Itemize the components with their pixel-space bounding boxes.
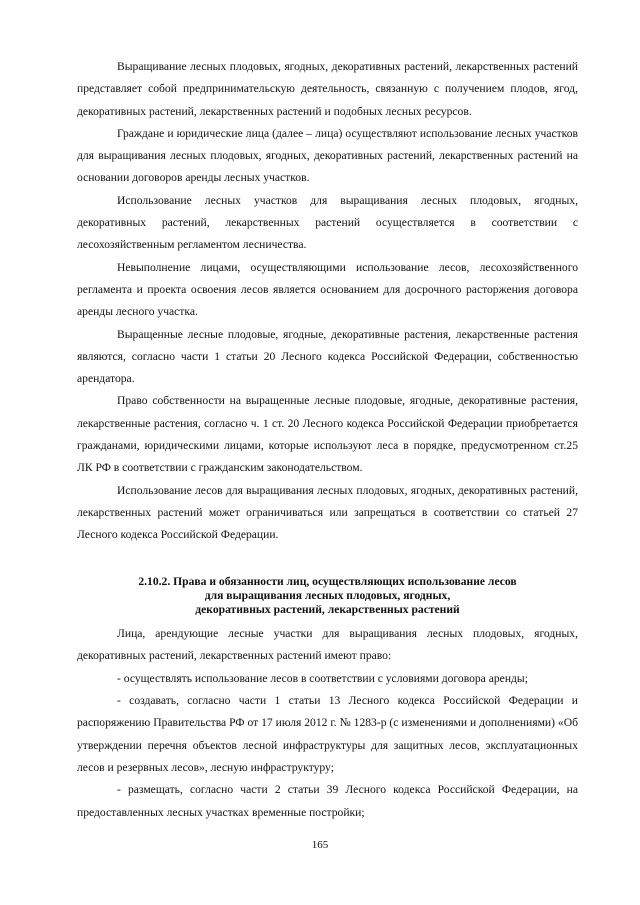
list-item: - создавать, согласно части 1 статьи 13 Лесного кодекса Российской Федерации и распоряжению Правительства РФ от 17 июля 2012 г. № 1283-р (с изменениями и дополнениями) «Об утверждении перечня объектов лесной инфраструктуры для защитных лесов, эксплуатационных лесов и резервных лесов», лесную инфраструктуру; (77, 694, 578, 774)
section-heading-line: для выращивания лесных плодовых, ягодных, (204, 588, 451, 602)
paragraph: Выращенные лесные плодовые, ягодные, декоративные растения, лекарственные растения являются, согласно части 1 статьи 20 Лесного кодекса Российской Федерации, собственностью арендатора. (77, 327, 578, 386)
list-item: - размещать, согласно части 2 статьи 39 Лесного кодекса Российской Федерации, на предоставленных лесных участках временные постройки; (77, 783, 578, 819)
paragraph: Право собственности на выращенные лесные плодовые, ягодные, декоративные растения, лекарственные растения, согласно ч. 1 ст. 20 Лесного кодекса Российской Федерации приобретается гражданами, юридическими лицами, которые используют леса в порядке, предусмотренном ст.25 ЛК РФ в соответствии с гражданским законодательством. (77, 394, 578, 475)
paragraph: Выращивание лесных плодовых, ягодных, декоративных растений, лекарственных растений представляет собой предпринимательскую деятельность, связанную с получением плодов, ягод, декоративных растений, лекарственных растений и подобных лесных ресурсов. (77, 60, 578, 118)
intro-paragraph: Лица, арендующие лесные участки для выращивания лесных плодовых, ягодных, декоративных растений, лекарственных растений имеют право: (77, 627, 578, 663)
section-heading-line: 2.10.2. Права и обязанности лиц, осуществляющих использование лесов (138, 574, 517, 588)
section-heading (77, 575, 578, 618)
paragraph: Использование лесов для выращивания лесных плодовых, ягодных, декоративных растений, лекарственных растений может ограничиваться или запрещаться в соответствии со статьей 27 Лесного кодекса Российской Федерации. (77, 483, 578, 542)
list-item: - осуществлять использование лесов в соответствии с условиями договора аренды; (117, 671, 528, 685)
section-heading-line: декоративных растений, лекарственных растений (195, 602, 460, 616)
document-body (77, 56, 578, 824)
paragraph: Использование лесных участков для выращивания лесных плодовых, ягодных, декоративных растений, лекарственных растений осуществляется в соответствии с лесохозяйственным регламентом лесничества. (77, 193, 578, 252)
paragraph: Граждане и юридические лица (далее – лица) осуществляют использование лесных участков для выращивания лесных плодовых, ягодных, декоративных растений, лекарственных растений на основании договоров аренды лесных участков. (77, 126, 578, 185)
page-number: 165 (311, 839, 329, 851)
paragraph: Невыполнение лицами, осуществляющими использование лесов, лесохозяйственного регламента и проекта освоения лесов является основанием для досрочного расторжения договора аренды лесного участка. (77, 260, 578, 319)
